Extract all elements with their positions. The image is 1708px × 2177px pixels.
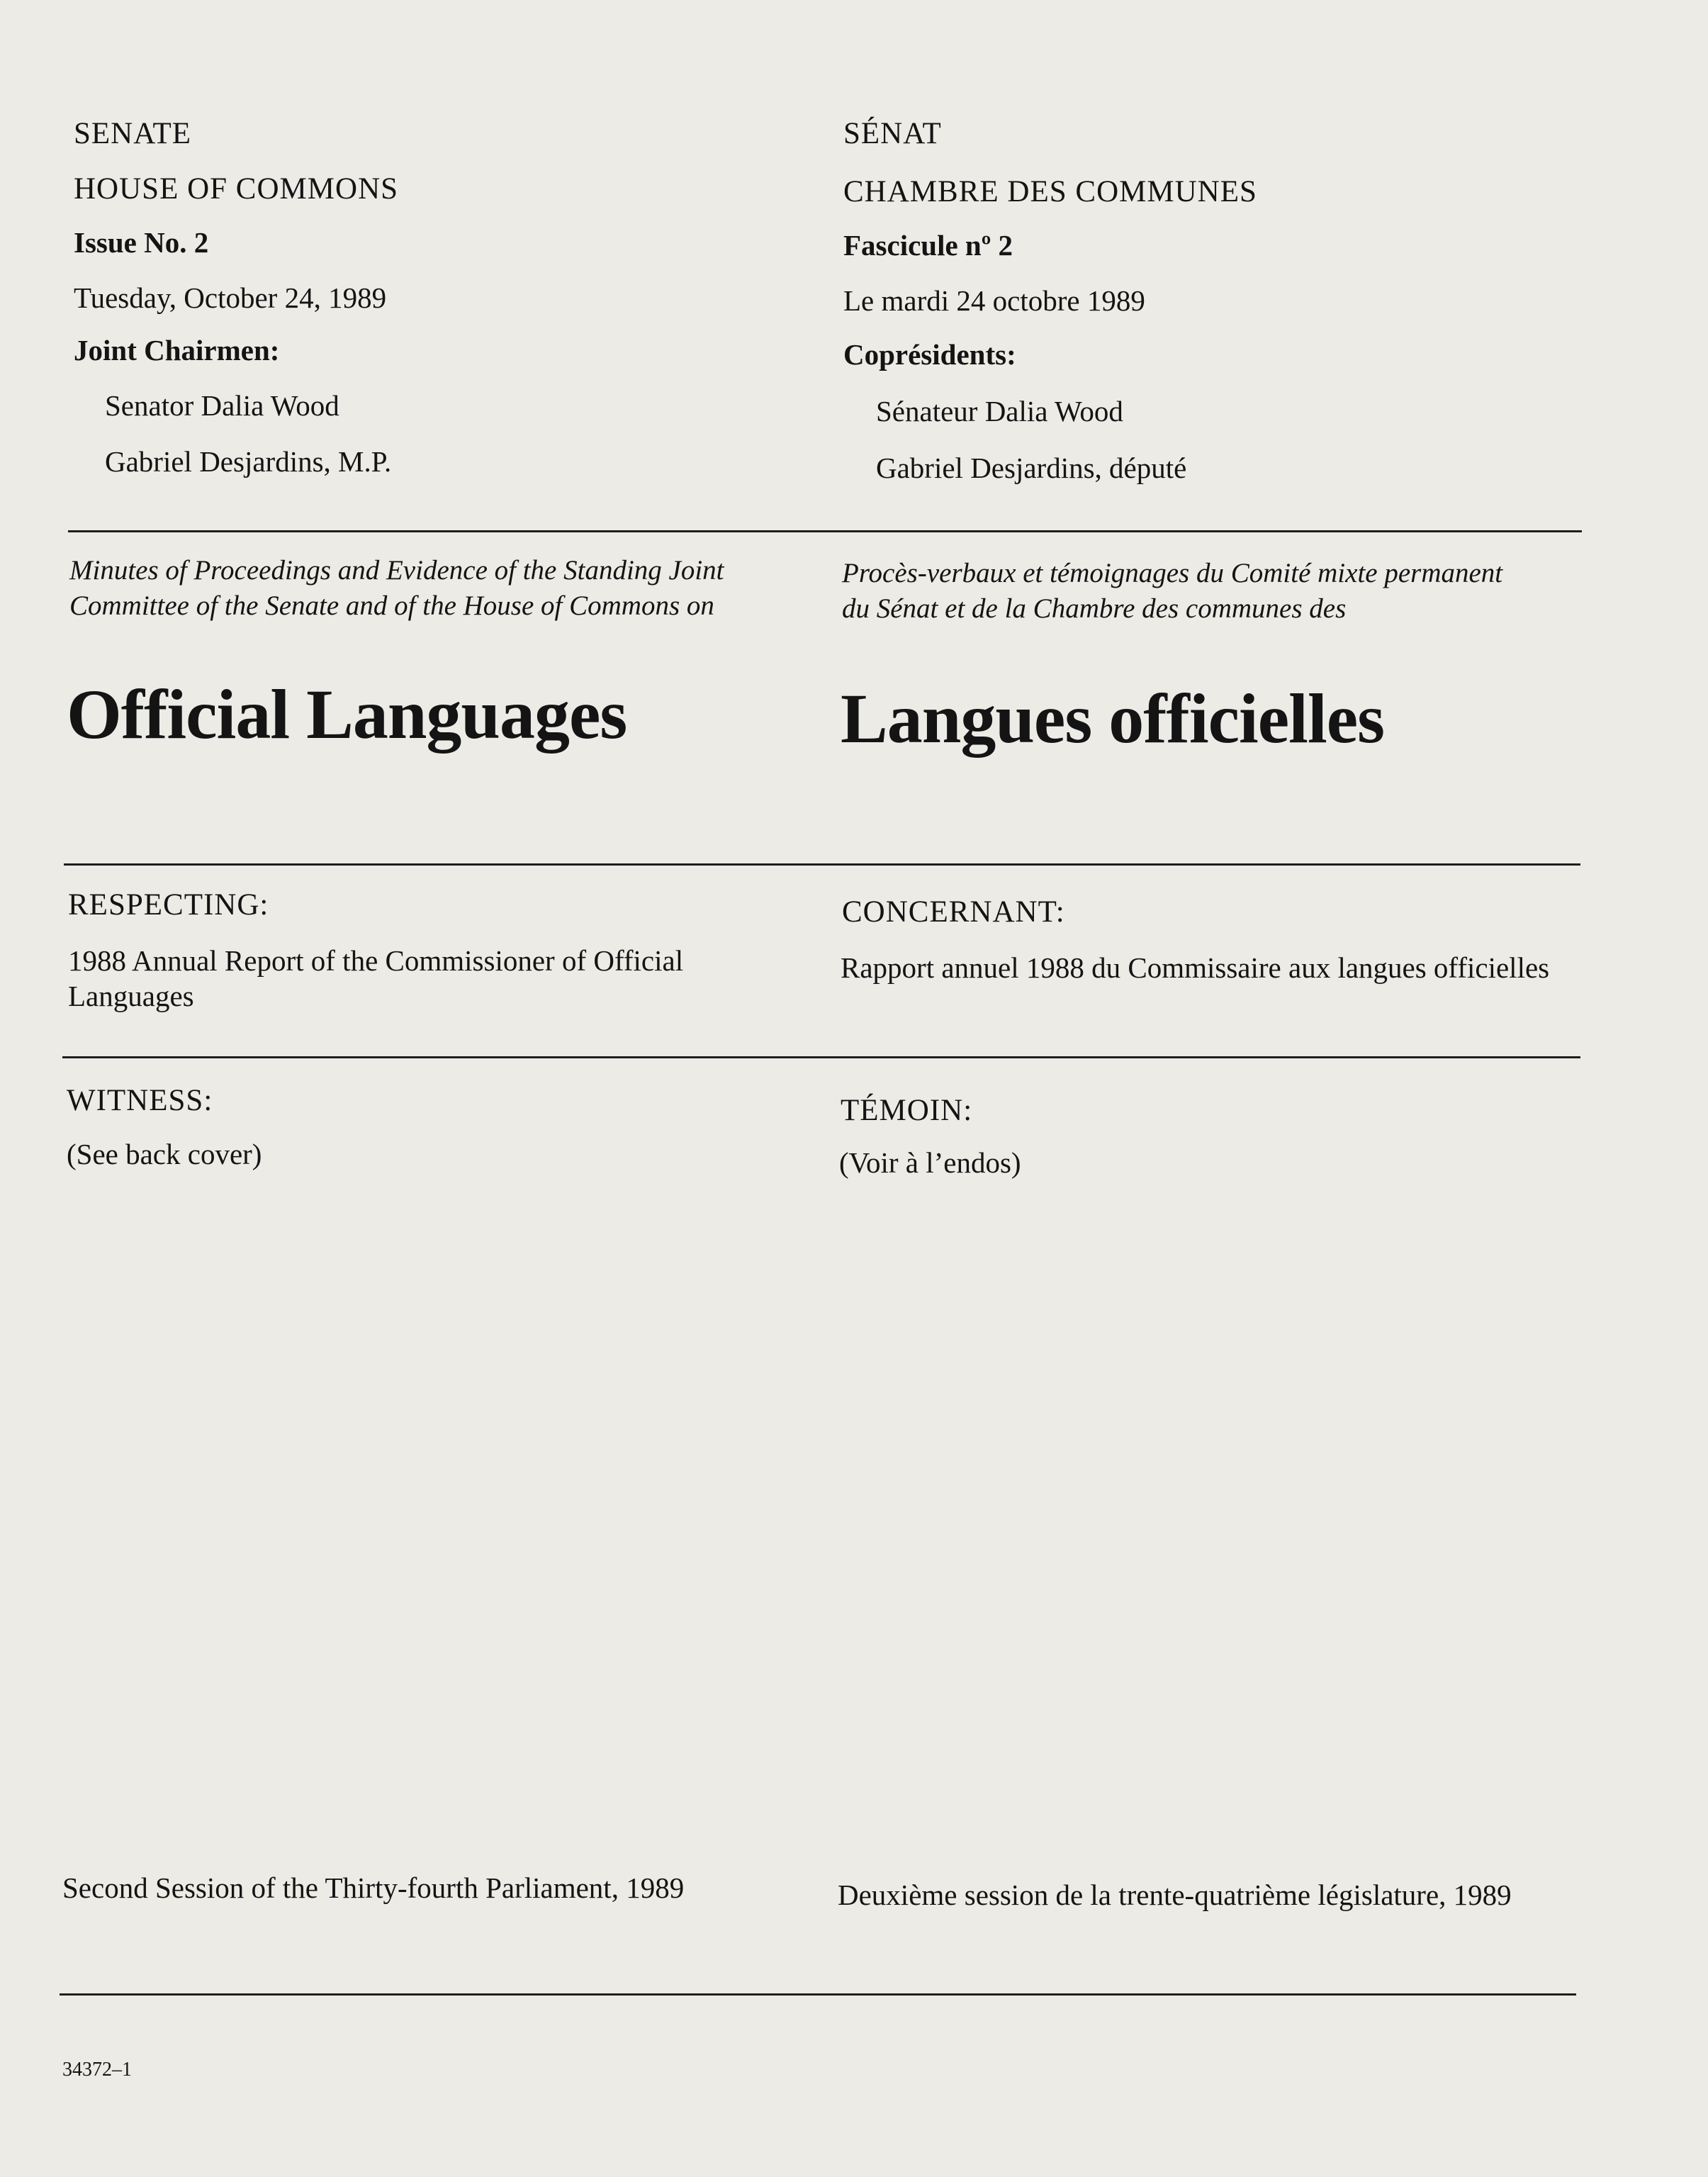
left-date: Tuesday, October 24, 1989 [74, 281, 387, 314]
divider-rule-1 [68, 530, 1582, 532]
right-chair-1: Sénateur Dalia Wood [876, 395, 1123, 427]
right-chairs-label: Coprésidents: [843, 338, 1016, 371]
left-respecting-label: RESPECTING: [68, 888, 269, 922]
right-respecting-label: CONCERNANT: [842, 895, 1065, 929]
right-date: Le mardi 24 octobre 1989 [843, 284, 1145, 317]
right-respecting-text: Rapport annuel 1988 du Commissaire aux langues officielles [841, 951, 1550, 984]
left-session: Second Session of the Thirty-fourth Parliament, 1989 [62, 1871, 685, 1904]
divider-rule-4 [60, 1993, 1576, 1996]
right-chamber-senat: SÉNAT [843, 117, 942, 150]
right-chamber-communes: CHAMBRE DES COMMUNES [843, 175, 1257, 208]
print-code: 34372–1 [62, 2059, 132, 2081]
left-chairs-label: Joint Chairmen: [74, 334, 280, 366]
left-chamber-senate: SENATE [74, 117, 192, 150]
right-committee-title: Langues officielles [841, 679, 1385, 758]
right-chair-2: Gabriel Desjardins, député [876, 452, 1187, 484]
left-chamber-commons: HOUSE OF COMMONS [74, 172, 399, 206]
left-respecting-text: 1988 Annual Report of the Commissioner of Official Languages [68, 944, 684, 1012]
left-issue-number: Issue No. 2 [74, 226, 209, 259]
left-chair-2: Gabriel Desjardins, M.P. [105, 445, 392, 478]
right-witness-text: (Voir à l’endos) [839, 1146, 1021, 1179]
divider-rule-3 [62, 1056, 1580, 1058]
right-issue-number: Fascicule nº 2 [843, 229, 1013, 262]
left-committee-title: Official Languages [67, 675, 627, 754]
left-minutes-title: Minutes of Proceedings and Evidence of the Standing Joint Committee of the Senate and of the House of Commons on [69, 555, 724, 621]
left-witness-label: WITNESS: [67, 1084, 213, 1117]
left-witness-text: (See back cover) [67, 1138, 262, 1170]
left-chair-1: Senator Dalia Wood [105, 389, 339, 422]
right-minutes-title: Procès-verbaux et témoignages du Comité mixte permanent du Sénat et de la Chambre des communes des [842, 558, 1503, 624]
right-witness-label: TÉMOIN: [841, 1094, 973, 1127]
divider-rule-2 [64, 863, 1580, 866]
right-session: Deuxième session de la trente-quatrième législature, 1989 [838, 1879, 1512, 1911]
